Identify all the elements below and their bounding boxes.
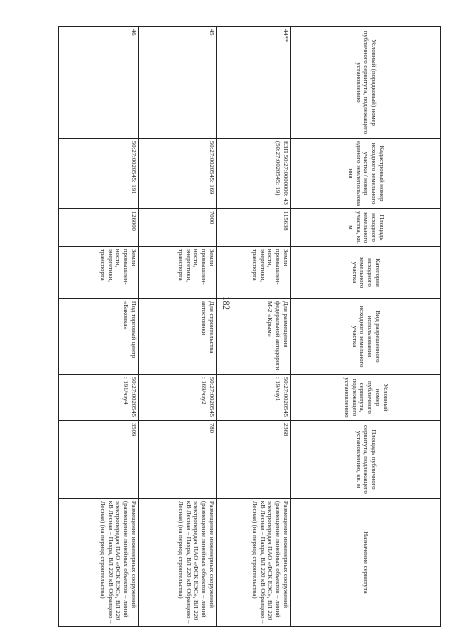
cell-use: Для строительства автостоянки <box>139 299 217 375</box>
table-row <box>59 27 139 627</box>
cell-purpose: Размещение инженерных сооружений (размещение линейных объектов – линий электропередач ПАО «ФСК ЕЭС», ВЛ 220 кВ Лесная – Пахра, ВЛ 220 кВ Образцово – Лесная) (на период строительства) <box>217 499 291 627</box>
cell-servitude-number: 50:27:0020545: 169/чзу2 <box>139 375 217 421</box>
cell-number: 45 <box>139 27 217 139</box>
servitude-table <box>58 26 441 627</box>
cell-area: 126000 <box>59 209 139 247</box>
cell-purpose: Размещение инженерных сооружений (размещение линейных объектов – линий электропередач ПАО «ФСК ЕЭС», ВЛ 220 кВ Лесная – Пахра, ВЛ 220 кВ Образцово – Лесная) (на период строительства) <box>59 499 139 627</box>
table-row <box>217 27 291 627</box>
cell-cadastral: 50:27:0020545: 169 <box>139 139 217 209</box>
header-source-area: Площадь исходного земельного участка, кв. м <box>291 209 441 247</box>
header-servitude-number: Условный (порядковый) номер публичного сервитута, подлежащего установлению <box>291 27 441 139</box>
cell-servitude-area: 780 <box>139 421 217 499</box>
cell-servitude-number: 50:27:0020545: 19/чзу1 <box>217 375 291 421</box>
cell-area: 115638 <box>217 209 291 247</box>
cell-category: Земли промышлен-ности, энергетики, транспорта <box>217 247 291 299</box>
cell-category: Земли промышлен-ности, энергетики, транспорта <box>139 247 217 299</box>
cell-cadastral: ЕЗП 50:27:0000000: 43 (50:27:0020545: 19) <box>217 139 291 209</box>
cell-category: Земли промышлен-ности, энергетики, транспорта <box>59 247 139 299</box>
cell-servitude-area: 3509 <box>59 421 139 499</box>
cell-servitude-area: 2368 <box>217 421 291 499</box>
table-header-row <box>291 27 441 627</box>
cell-purpose: Размещение инженерных сооружений (размещение линейных объектов – линий электропередач ПАО «ФСК ЕЭС», ВЛ 220 кВ Лесная – Пахра, ВЛ 220 кВ Образцово – Лесная) (на период строительства) <box>139 499 217 627</box>
cell-number: 44** <box>217 27 291 139</box>
cell-area: 7000 <box>139 209 217 247</box>
cell-servitude-number: 50:27:0020545: 191/чзу4 <box>59 375 139 421</box>
cell-number: 46 <box>59 27 139 139</box>
cell-use: Под торговый центр «Баковка» <box>59 299 139 375</box>
header-permitted-use: Вид разрешенного использования исходного земельного участка <box>291 299 441 375</box>
page-number: 182 <box>221 296 231 310</box>
header-cadastral-number: Кадастровый номер исходного земельного участка / номер единого землепользова ния <box>291 139 441 209</box>
cell-use: Для размещения федеральной автодороги М-2 «Крым» <box>217 299 291 375</box>
header-servitude-area: Площадь публичного сервитута, подлежащего установлению, кв. м <box>291 421 441 499</box>
header-land-category: Категория исходного земельного участка <box>291 247 441 299</box>
table-row <box>139 27 217 627</box>
header-servitude-conditional-number: Условный номер публичного сервитута, подлежащего установлению <box>291 375 441 421</box>
cell-cadastral: 50:27:0020545: 191 <box>59 139 139 209</box>
header-servitude-purpose: Назначение сервитута <box>291 499 441 627</box>
